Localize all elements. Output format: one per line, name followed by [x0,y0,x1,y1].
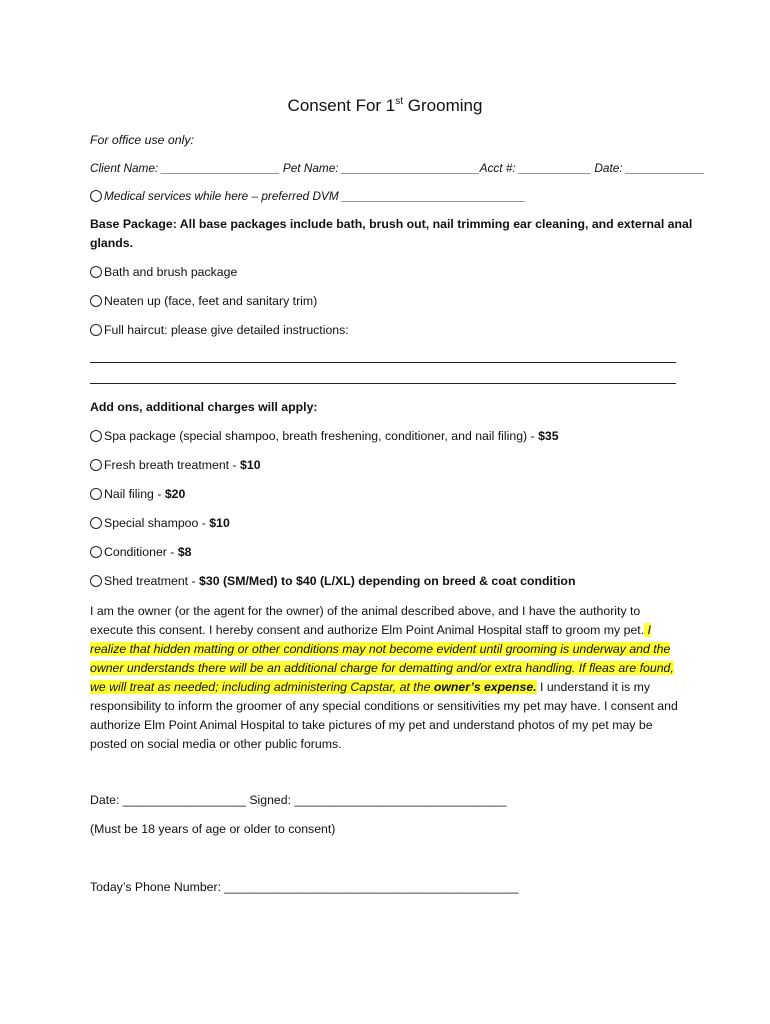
addon-price: $35 [538,429,559,443]
add-ons-heading: Add ons, additional charges will apply: [90,400,318,414]
addon-special-shampoo[interactable] [90,515,230,531]
addon-label: Special shampoo - [104,516,210,530]
consent-text-part1: I am the owner (or the agent for the owner) of the animal described above, and I have the authority to execute this consent. I hereby consent and authorize Elm Point Animal Hospital staff to groom my pet. [90,604,645,637]
consent-paragraph [90,602,680,754]
addon-price: $30 (SM/Med) to $40 (L/XL) depending on breed & coat condition [199,574,576,588]
office-use-heading: For office use only: [90,133,194,147]
date-signed-line[interactable]: Date: __________________ Signed: _______________________________ [90,793,507,807]
radio-button[interactable] [90,488,102,500]
addon-conditioner[interactable] [90,544,192,560]
radio-button[interactable] [90,517,102,529]
medical-services-label: Medical services while here – preferred DVM ____________________________ [104,189,526,203]
instructions-line-2[interactable] [90,383,676,384]
addon-spa-package[interactable] [90,428,559,444]
radio-button[interactable] [90,546,102,558]
addon-label: Shed treatment - [104,574,200,588]
addon-nail-filing[interactable] [90,486,185,502]
addon-price: $10 [209,516,230,530]
addon-shed-treatment[interactable] [90,573,575,589]
option-bath-brush[interactable] [90,264,237,280]
medical-services-row[interactable] [90,188,526,204]
option-label: Neaten up (face, feet and sanitary trim) [104,294,318,308]
consent-highlight: I realize that hidden matting or other conditions may not become evident until grooming is underway and the owner understands there will be an additional charge for dematting and/or extra handling. If fleas are found, we will treat as needed; including administering Capstar, at the [90,623,674,694]
medical-services-radio[interactable] [90,190,102,202]
radio-button[interactable] [90,430,102,442]
consent-highlight-bold: owner’s expense. [433,680,537,694]
addon-label: Nail filing - [104,487,165,501]
radio-button[interactable] [90,266,102,278]
addon-price: $20 [164,487,186,501]
addon-fresh-breath[interactable] [90,457,261,473]
page-title: Consent For 1st Grooming [287,96,483,115]
addon-price: $10 [240,458,261,472]
radio-button[interactable] [90,575,102,587]
option-full-haircut[interactable] [90,322,349,338]
addon-label: Fresh breath treatment - [104,458,241,472]
radio-button[interactable] [90,295,102,307]
consent-text-part2: I understand it is my responsibility to inform the groomer of any special conditions or sensitivities my pet may have. I consent and authorize Elm Point Animal Hospital to take pictures of my pet and understand photos of my pet may be posted on social media or other public forums. [90,680,678,751]
radio-button[interactable] [90,324,102,336]
age-note: (Must be 18 years of age or older to consent) [90,822,336,836]
instructions-line-1[interactable] [90,362,676,363]
addon-label: Spa package (special shampoo, breath freshening, conditioner, and nail filing) - [104,429,539,443]
addon-label: Conditioner - [104,545,178,559]
option-neaten-up[interactable] [90,293,317,309]
office-fields-line[interactable]: Client Name: __________________ Pet Name: _____________________Acct #: ___________ Date: ____________ [90,161,705,175]
radio-button[interactable] [90,459,102,471]
addon-price: $8 [177,545,192,559]
phone-number-line[interactable]: Today’s Phone Number: ___________________________________________ [90,880,519,894]
base-package-heading: Base Package: All base packages include bath, brush out, nail trimming ear cleaning, and external anal [90,217,693,231]
option-label: Bath and brush package [104,265,238,279]
option-label: Full haircut: please give detailed instructions: [104,323,349,337]
base-package-heading-cont: glands. [90,236,134,250]
